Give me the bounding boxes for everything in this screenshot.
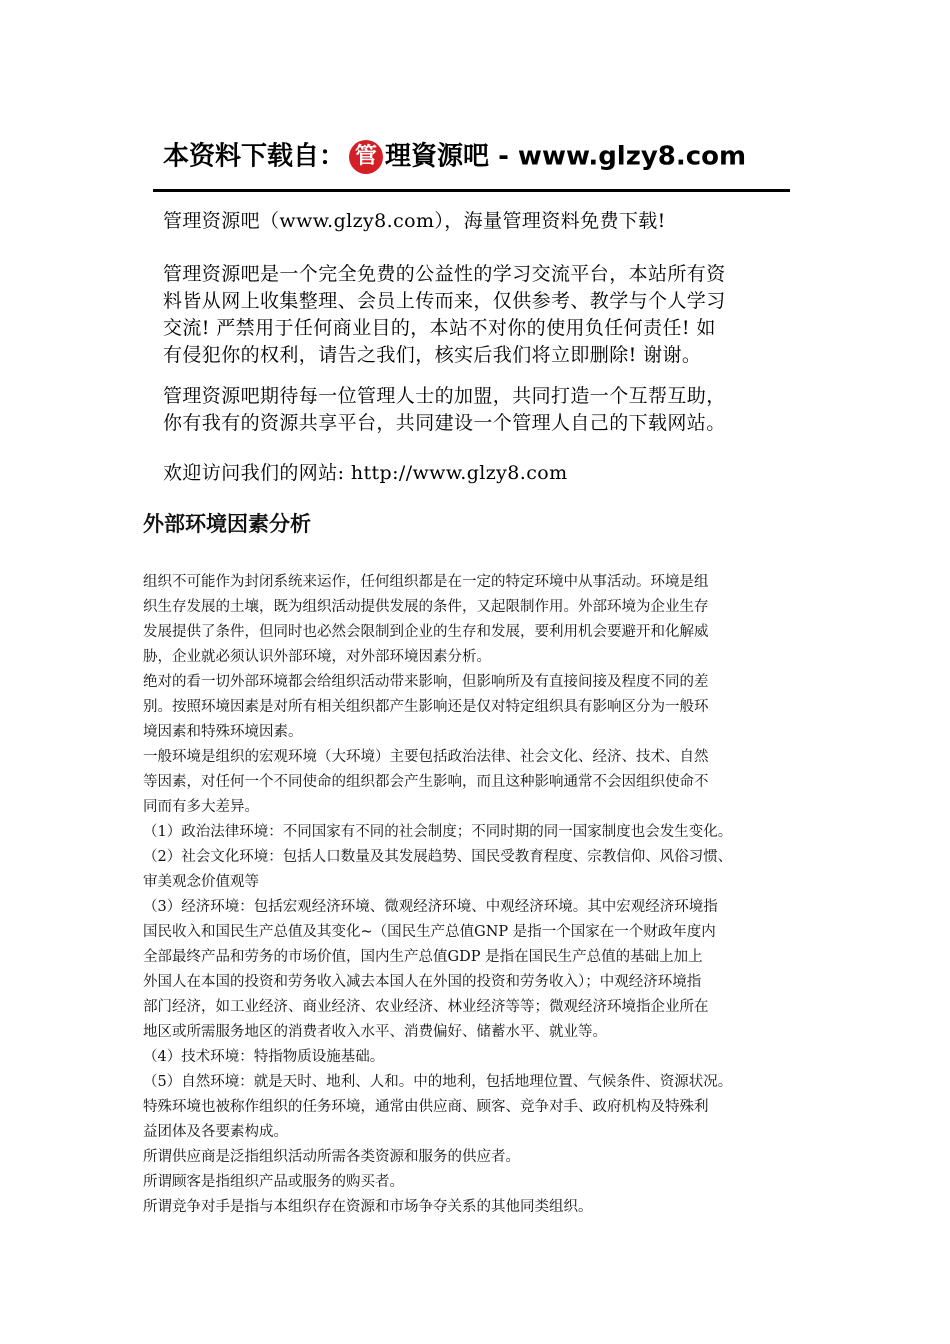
banner-site-name: 理資源吧 [385, 141, 490, 172]
article-line: 绝对的看一切外部环境都会给组织活动带来影响，但影响所及有直接间接及程度不同的差 [143, 674, 709, 690]
article-line: 同而有多大差异。 [143, 799, 259, 815]
notice-line: 你有我有的资源共享平台，共同建设一个管理人自己的下载网站。 [163, 412, 726, 434]
article-line: 部门经济，如工业经济、商业经济、农业经济、林业经济等等；微观经济环境指企业所在 [143, 999, 709, 1015]
article-line: 等因素，对任何一个不同使命的组织都会产生影响，而且这种影响通常不会因组织使命不 [143, 774, 709, 790]
article-line: （4）技术环境：特指物质设施基础。 [143, 1049, 385, 1065]
article-line: 益团体及各要素构成。 [143, 1124, 288, 1140]
notice-line: 交流! 严禁用于任何商业目的，本站不对你的使用负任何责任! 如 [163, 317, 716, 339]
article-line: 发展提供了条件，但同时也必然会限制到企业的生存和发展，要利用机会要避开和化解威 [143, 624, 709, 640]
notice-line: 管理资源吧是一个完全免费的公益性的学习交流平台，本站所有资 [163, 263, 726, 285]
article-line: （5）自然环境：就是天时、地利、人和。中的地利，包括地理位置、气候条件、资源状况。 [143, 1074, 733, 1090]
welcome-link[interactable]: 欢迎访问我们的网站: http://www.glzy8.com [163, 462, 568, 484]
article-line: 一般环境是组织的宏观环境（大环境）主要包括政治法律、社会文化、经济、技术、自然 [143, 749, 709, 765]
article-line: 国民收入和国民生产总值及其变化~（国民生产总值GNP 是指一个国家在一个财政年度内 [143, 924, 716, 940]
article-line: 织生存发展的土壤，既为组织活动提供发展的条件，又起限制作用。外部环境为企业生存 [143, 599, 709, 615]
banner-divider [153, 189, 790, 192]
article-title: 外部环境因素分析 [143, 512, 311, 536]
notice-intro: 管理资源吧（www.glzy8.com），海量管理资料免费下载! [163, 210, 666, 232]
article-line: 审美观念价值观等 [143, 874, 259, 890]
article-line: 所谓顾客是指组织产品或服务的购买者。 [143, 1174, 404, 1190]
article-line: （2）社会文化环境：包括人口数量及其发展趋势、国民受教育程度、宗教信仰、风俗习惯、 [143, 849, 733, 865]
article-line: 所谓竞争对手是指与本组织存在资源和市场争夺关系的其他同类组织。 [143, 1199, 593, 1215]
article-line: 别。按照环境因素是对所有相关组织都产生影响还是仅对特定组织具有影响区分为一般环 [143, 699, 709, 715]
article-line: 特殊环境也被称作组织的任务环境，通常由供应商、顾客、竞争对手、政府机构及特殊利 [143, 1099, 709, 1115]
notice-line: 有侵犯你的权利，请告之我们，核实后我们将立即删除! 谢谢。 [163, 344, 702, 366]
notice-line: 管理资源吧期待每一位管理人士的加盟，共同打造一个互帮互助， [163, 385, 726, 407]
article-body [143, 570, 833, 1220]
site-logo-icon: 管 [349, 140, 383, 174]
article-line: 胁，企业就必须认识外部环境，对外部环境因素分析。 [143, 649, 491, 665]
banner-prefix: 本资料下载自： [163, 141, 346, 172]
download-banner [163, 136, 746, 176]
article-line: 外国人在本国的投资和劳务收入减去本国人在外国的投资和劳务收入）；中观经济环境指 [143, 974, 702, 990]
notice-line: 料皆从网上收集整理、会员上传而来，仅供参考、教学与个人学习 [163, 290, 726, 312]
article-line: （3）经济环境：包括宏观经济环境、微观经济环境、中观经济环境。其中宏观经济环境指 [143, 899, 718, 915]
article-line: 组织不可能作为封闭系统来运作，任何组织都是在一定的特定环境中从事活动。环境是组 [143, 574, 709, 590]
article-line: 境因素和特殊环境因素。 [143, 724, 303, 740]
article-line: 所谓供应商是泛指组织活动所需各类资源和服务的供应者。 [143, 1149, 520, 1165]
article-line: 地区或所需服务地区的消费者收入水平、消费偏好、储蓄水平、就业等。 [143, 1024, 607, 1040]
article-line: 全部最终产品和劳务的市场价值，国内生产总值GDP 是指在国民生产总值的基础上加上 [143, 949, 703, 965]
banner-site-url: - www.glzy8.com [489, 141, 747, 172]
article-line: （1）政治法律环境：不同国家有不同的社会制度；不同时期的同一国家制度也会发生变化。 [143, 824, 733, 840]
